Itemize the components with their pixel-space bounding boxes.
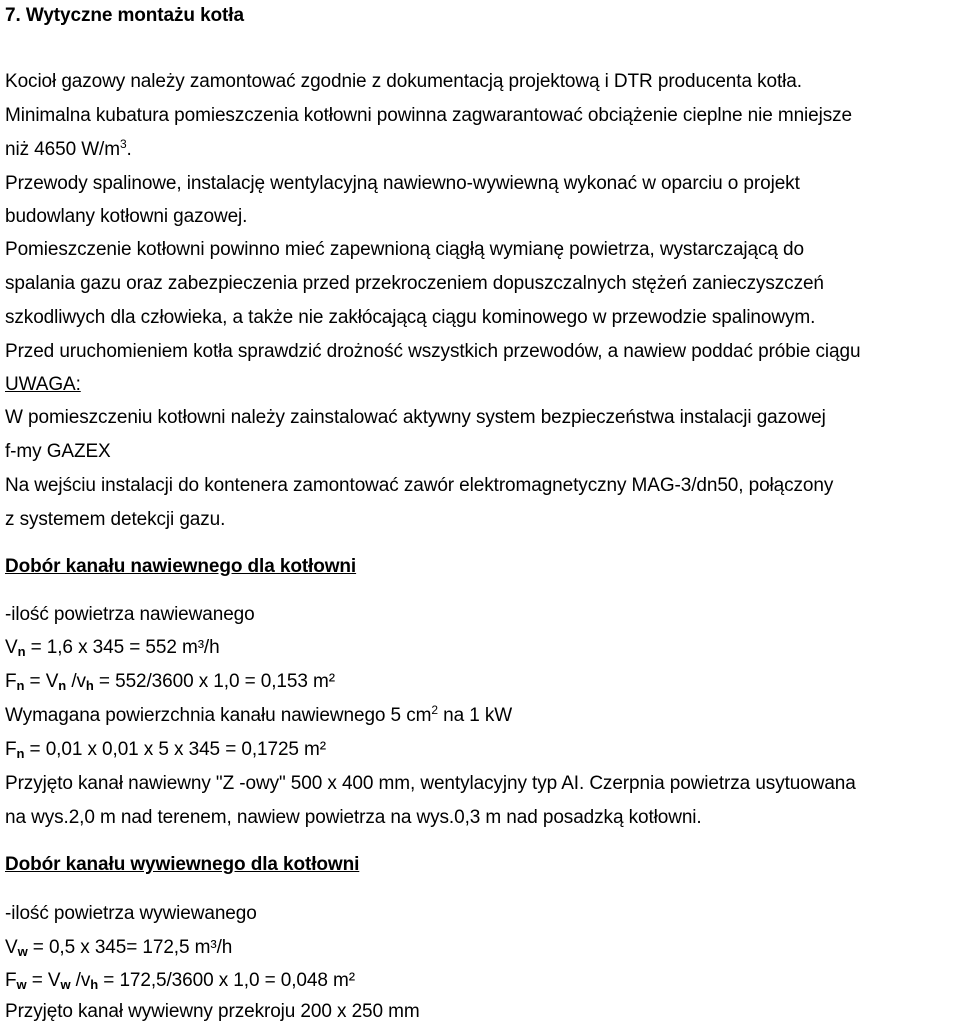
supply-adopted-2: na wys.2,0 m nad terenem, nawiew powietrza na wys.0,3 m nad posadzką kotłowni. [5,807,702,828]
fn-vn-subscript: n [58,678,67,693]
fw-symbol: F [5,970,17,991]
vn-subscript: n [17,644,26,659]
intro-line-4: Przewody spalinowe, instalację wentylacyjną nawiewno-wywiewną wykonać w oparciu o projekt [5,173,800,194]
supply-fn-formula [5,670,335,694]
vw-value: = 0,5 x 345= 172,5 m³/h [27,937,233,958]
exhaust-fw-formula [5,969,355,993]
req-text: Wymagana powierzchnia kanału nawiewnego 5 cm [5,705,432,726]
fw-vw-subscript: w [60,977,71,992]
fw-vh-subscript: h [90,977,99,992]
fn2-subscript: n [16,746,25,761]
intro-line-3-end: . [126,139,132,160]
fn-subscript: n [16,678,25,693]
fn-vh-subscript: h [85,678,94,693]
exhaust-vw-formula [5,936,232,960]
fw-subscript: w [16,977,27,992]
req-sup: 2 [431,703,438,717]
supply-air-amount: -ilość powietrza nawiewanego [5,604,255,625]
intro-line-6: Pomieszczenie kotłowni powinno mieć zapewnioną ciągłą wymianę powietrza, wystarczającą do [5,239,804,260]
supply-vn-formula [5,636,220,660]
vw-symbol: V [5,937,18,958]
intro-line-1: Kocioł gazowy należy zamontować zgodnie z dokumentacją projektową i DTR producenta kotła. [5,71,802,92]
warning-label: UWAGA: [5,374,81,395]
intro-line-7: spalania gazu oraz zabezpieczenia przed przekroczeniem dopuszczalnych stężeń zanieczyszczeń [5,273,824,294]
warning-line-1: W pomieszczeniu kotłowni należy zainstalować aktywny system bezpieczeństwa instalacji gazowej [5,407,826,428]
intro-line-3 [5,138,132,162]
exhaust-heading: Dobór kanału wywiewnego dla kotłowni [5,854,360,875]
fn2-symbol: F [5,739,17,760]
intro-line-9: Przed uruchomieniem kotła sprawdzić drożność wszystkich przewodów, a nawiew poddać próbie ciągu [5,341,861,362]
supply-heading: Dobór kanału nawiewnego dla kotłowni [5,556,357,577]
vn-value: = 1,6 x 345 = 552 m³/h [25,637,220,658]
intro-line-2: Minimalna kubatura pomieszczenia kotłowni powinna zagwarantować obciążenie cieplne nie mniejsze [5,105,853,126]
warning-line-2: f-my GAZEX [5,441,111,462]
fn2-value: = 0,01 x 0,01 x 5 x 345 = 0,1725 m² [24,739,327,760]
supply-fn2-formula [5,738,326,762]
fn-value: = 552/3600 x 1,0 = 0,153 m² [93,671,335,692]
intro-line-8: szkodliwych dla człowieka, a także nie zakłócającą ciągu kominowego w przewodzie spalinowym. [5,307,816,328]
fn-symbol: F [5,671,17,692]
fw-eq: = V [26,970,61,991]
section-title: 7. Wytyczne montażu kotła [5,5,244,26]
warning-line-3: Na wejściu instalacji do kontenera zamontować zawór elektromagnetyczny MAG-3/dn50, połączony [5,475,834,496]
req-end: na 1 kW [437,705,513,726]
fw-value: = 172,5/3600 x 1,0 = 0,048 m² [98,970,355,991]
vn-symbol: V [5,637,18,658]
fn-eq: = V [24,671,59,692]
vw-subscript: w [17,944,28,959]
intro-line-3-text: niż 4650 W/m [5,139,120,160]
exhaust-air-amount: -ilość powietrza wywiewanego [5,903,257,924]
fn-div: /v [66,671,86,692]
fw-div: /v [70,970,91,991]
supply-adopted-1: Przyjęto kanał nawiewny "Z -owy" 500 x 400 mm, wentylacyjny typ AI. Czerpnia powietrza usytuowana [5,773,856,794]
supply-required-area [5,704,512,728]
intro-line-5: budowlany kotłowni gazowej. [5,206,248,227]
intro-line-3-sup: 3 [119,137,127,151]
exhaust-adopted: Przyjęto kanał wywiewny przekroju 200 x 250 mm [5,1001,420,1022]
warning-line-4: z systemem detekcji gazu. [5,509,226,530]
